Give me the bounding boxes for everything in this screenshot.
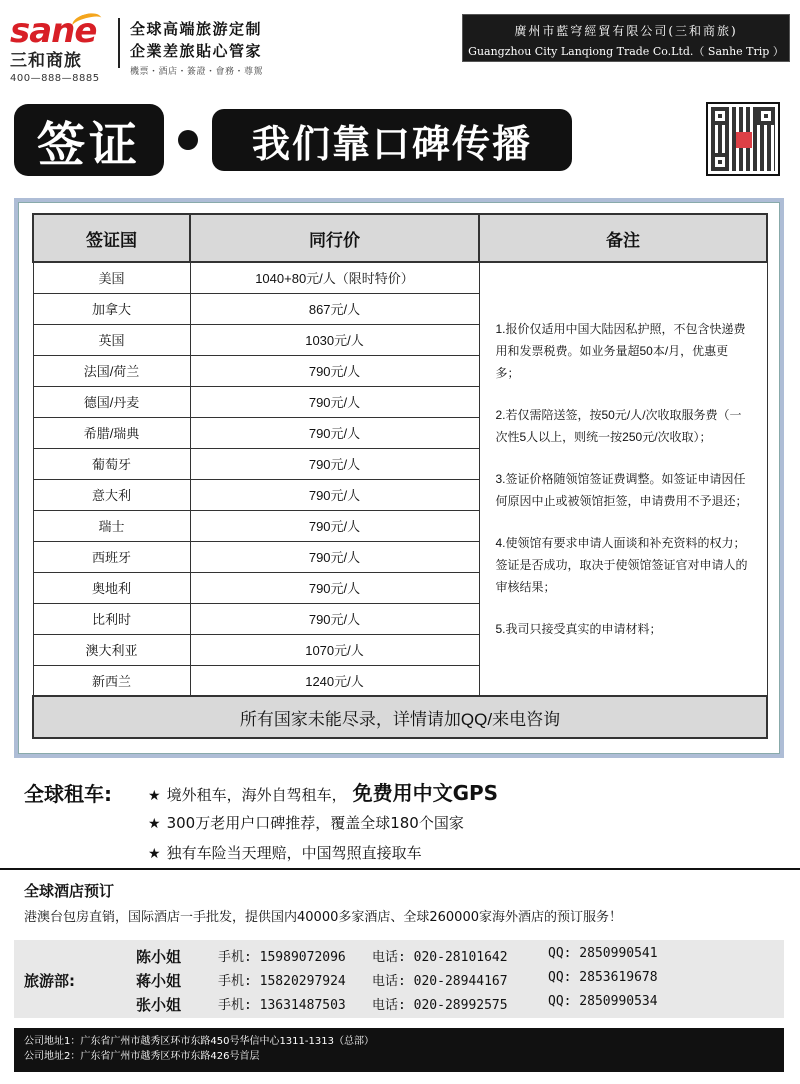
country-cell: 希腊/瑞典 xyxy=(33,417,190,448)
contacts-panel xyxy=(14,940,784,1018)
contact-qq[interactable]: QQ: 2850990541 xyxy=(548,946,658,961)
car-rental-title: 全球租车: xyxy=(24,782,112,806)
country-cell: 比利时 xyxy=(33,603,190,634)
slogan-line-2: 企業差旅貼心管家 xyxy=(130,42,263,60)
price-cell: 1240元/人 xyxy=(190,665,479,696)
department-label: 旅游部: xyxy=(24,972,75,990)
price-cell: 1040+80元/人（限时特价） xyxy=(190,262,479,293)
address-line-1: 公司地址1：广东省广州市越秀区环市东路450号华信中心1311-1313（总部） xyxy=(24,1036,374,1047)
star-icon: ★ xyxy=(148,788,161,804)
country-cell: 加拿大 xyxy=(33,293,190,324)
qr-logo-icon xyxy=(736,132,752,148)
logo-chinese-name: 三和商旅 xyxy=(10,51,82,71)
logo-wordmark: sane xyxy=(10,11,97,51)
emphasis-text: 免费用中文GPS xyxy=(352,781,499,805)
table-footer-note: 所有国家未能尽录，详情请加QQ/来电咨询 xyxy=(33,696,767,738)
address-line-2: 公司地址2：广东省广州市越秀区环市东路426号首层 xyxy=(24,1051,260,1062)
brand-logo xyxy=(10,11,110,84)
header-slogan xyxy=(130,18,263,77)
country-cell: 德国/丹麦 xyxy=(33,386,190,417)
country-cell: 意大利 xyxy=(33,479,190,510)
hotline-number: 400—888—8885 xyxy=(10,73,100,84)
services-list: 機票・酒店・簽證・會務・尊駕 xyxy=(130,67,264,77)
table-row xyxy=(33,262,767,293)
table-header-row xyxy=(33,214,767,262)
hotel-description: 港澳台包房直销，国际酒店一手批发，提供国内40000多家酒店、全球260000家海外酒店的预订服务！ xyxy=(24,910,622,925)
country-cell: 美国 xyxy=(33,262,190,293)
price-cell: 790元/人 xyxy=(190,417,479,448)
notes-cell xyxy=(479,262,767,696)
contact-phone[interactable]: 电话: 020-28992575 xyxy=(372,998,508,1013)
price-cell: 867元/人 xyxy=(190,293,479,324)
price-cell: 790元/人 xyxy=(190,479,479,510)
note-item: 5.我司只接受真实的申请材料； xyxy=(495,622,662,636)
list-item: ★ 境外租车，海外自驾租车， 免费用中文GPS xyxy=(148,780,498,810)
note-item: 3.签证价格随领馆签证费调整。如签证申请因任何原因中止或被领馆拒签，申请费用不予退还； xyxy=(495,472,748,508)
address-bar xyxy=(14,1028,784,1072)
header-notes: 备注 xyxy=(479,214,767,262)
company-name-box xyxy=(462,14,790,62)
price-cell: 790元/人 xyxy=(190,603,479,634)
contact-qq[interactable]: QQ: 2853619678 xyxy=(548,970,658,985)
list-item: ★ 300万老用户口碑推荐，覆盖全球180个国家 xyxy=(148,810,498,840)
contact-mobile[interactable]: 手机: 15820297924 xyxy=(218,974,346,989)
price-cell: 790元/人 xyxy=(190,510,479,541)
slogan-line-1: 全球高端旅游定制 xyxy=(130,20,263,38)
list-item: ★ 独有车险当天理赔，中国驾照直接取车 xyxy=(148,840,498,870)
contact-qq[interactable]: QQ: 2850990534 xyxy=(548,994,658,1009)
title-visa: 签证 xyxy=(14,104,164,176)
contact-mobile[interactable]: 手机: 13631487503 xyxy=(218,998,346,1013)
page-title xyxy=(14,98,572,182)
country-cell: 奥地利 xyxy=(33,572,190,603)
price-cell: 790元/人 xyxy=(190,541,479,572)
contact-phone[interactable]: 电话: 020-28944167 xyxy=(372,974,508,989)
note-item: 2.若仅需陪送签，按50元/人/次收取服务费（一次性5人以上，则统一按250元/次收取）； xyxy=(495,408,742,444)
country-cell: 瑞士 xyxy=(33,510,190,541)
star-icon: ★ xyxy=(148,846,161,862)
note-item: 4.使领馆有要求申请人面谈和补充资料的权力；签证是否成功，取决于使领馆签证官对申请人的审核结果； xyxy=(495,536,748,594)
country-cell: 英国 xyxy=(33,324,190,355)
country-cell: 西班牙 xyxy=(33,541,190,572)
contact-name: 张小姐 xyxy=(136,996,182,1014)
country-cell: 法国/荷兰 xyxy=(33,355,190,386)
header-country: 签证国 xyxy=(33,214,190,262)
contact-row xyxy=(136,946,776,970)
contact-mobile[interactable]: 手机: 15989072096 xyxy=(218,950,346,965)
company-name-cn: 廣州市藍穹經貿有限公司(三和商旅) xyxy=(514,24,738,38)
hotel-title: 全球酒店预订 xyxy=(24,882,115,900)
title-slogan: 我们靠口碑传播 xyxy=(212,109,572,171)
contact-name: 蒋小姐 xyxy=(136,972,182,990)
header-divider xyxy=(118,18,120,68)
section-divider xyxy=(0,868,800,870)
price-cell: 790元/人 xyxy=(190,572,479,603)
visa-price-frame xyxy=(14,198,784,758)
visa-price-table xyxy=(32,213,768,739)
company-name-en: Guangzhou City Lanqiong Trade Co.Ltd.（ Sanhe Trip ） xyxy=(468,45,784,58)
price-cell: 790元/人 xyxy=(190,448,479,479)
price-cell: 790元/人 xyxy=(190,386,479,417)
contact-row xyxy=(136,970,776,994)
country-cell: 澳大利亚 xyxy=(33,634,190,665)
note-item: 1.报价仅适用中国大陆因私护照，不包含快递费用和发票税费。如业务量超50本/月，优惠更多； xyxy=(495,322,746,380)
country-cell: 葡萄牙 xyxy=(33,448,190,479)
price-cell: 1070元/人 xyxy=(190,634,479,665)
star-icon: ★ xyxy=(148,816,161,832)
qr-code-icon xyxy=(706,102,780,176)
header-price: 同行价 xyxy=(190,214,479,262)
contact-phone[interactable]: 电话: 020-28101642 xyxy=(372,950,508,965)
country-cell: 新西兰 xyxy=(33,665,190,696)
car-rental-list xyxy=(148,780,498,870)
price-cell: 1030元/人 xyxy=(190,324,479,355)
price-cell: 790元/人 xyxy=(190,355,479,386)
title-dot xyxy=(178,130,198,150)
contact-row xyxy=(136,994,776,1018)
contact-name: 陈小姐 xyxy=(136,948,182,966)
